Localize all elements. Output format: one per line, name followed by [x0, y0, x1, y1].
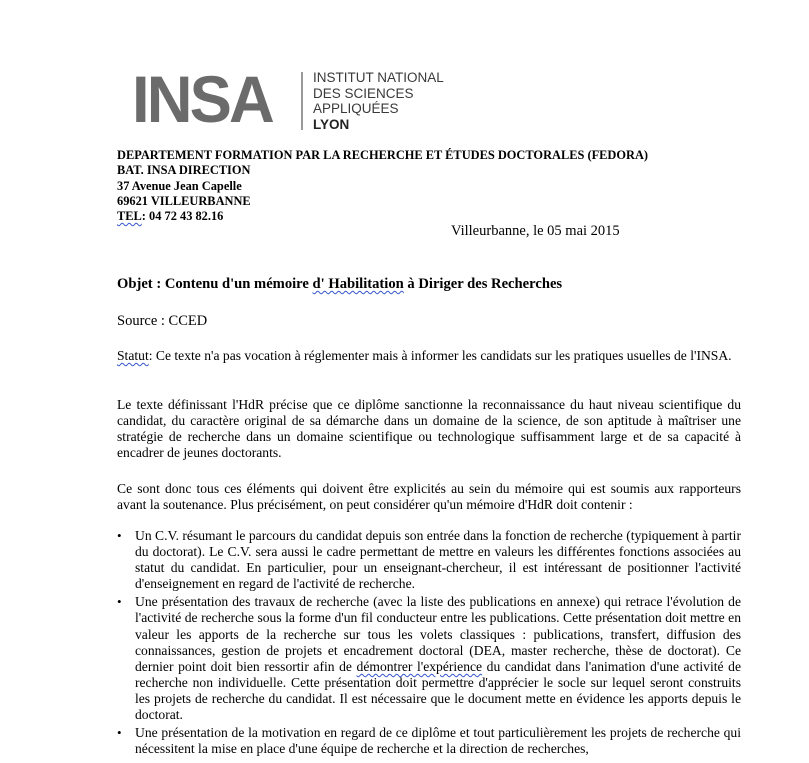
institute-line-4: LYON — [313, 116, 350, 132]
institute-name — [313, 70, 444, 132]
subject-start: Objet : Contenu d'un mémoire — [117, 276, 313, 292]
subject-line — [117, 276, 562, 293]
telephone-line — [117, 209, 737, 224]
tel-label: TEL — [117, 209, 142, 224]
status-text: : Ce texte n'a pas vocation à réglementer mais à informer les candidats sur les pratiques usuelles de l'INSA. — [148, 348, 732, 363]
tel-value: : 04 72 43 82.16 — [141, 209, 224, 224]
logo-separator — [301, 72, 303, 130]
sender-address — [117, 148, 737, 224]
source-line: Source : CCED — [117, 313, 208, 329]
status-label: Statut — [117, 348, 149, 363]
department-name: DEPARTEMENT FORMATION PAR LA RECHERCHE ET ÉTUDES DOCTORALES (FEDORA) — [117, 148, 649, 162]
contents-intro-paragraph: Ce sont donc tous ces éléments qui doivent être explicités au sein du mémoire qui est soumis aux rapporteurs avant la soutenance. Plus précisément, on peut considérer qu'un mémoire d'HdR doit contenir : — [117, 481, 741, 513]
list-item-text: Une présentation de la motivation en regard de ce diplôme et tout particulièrement les projets de recherche qui nécessitent la mise en place d'une équipe de recherche et la direction de recherches, — [135, 725, 741, 757]
institute-line-2: DES SCIENCES — [313, 85, 414, 101]
list-item-text: Un C.V. résumant le parcours du candidat depuis son entrée dans la fonction de recherche (typiquement à partir du doctorat). Le C.V. sera aussi le cadre permettant de mettre en valeurs les différentes fonctions associées au statut du candidat. En particulier, pour un enseignant-chercheur, il est intéressant de positionner l'activité d'enseignement en regard de l'activité de recherche. — [135, 528, 741, 592]
bullet-icon: • — [117, 594, 122, 610]
institute-line-1: INSTITUT NATIONAL — [313, 70, 444, 85]
list-item — [117, 725, 741, 757]
insa-logo — [132, 62, 444, 136]
subject-end: à Diriger des Recherches — [403, 276, 563, 292]
city-line: 69621 VILLEURBANNE — [117, 193, 251, 208]
list-item-text: Une présentation des travaux de recherche (avec la liste des publications en annexe) qui retrace l'évolution de l'activité de recherche sous la forme d'un fil conducteur entre les publications. Cette présentation doit mettre en valeur les apports de la recherche sur tous les volets classiques : publications, transfert, diffusion des connaissances, gestion de projets et encadrement doctoral (DEA, master recherche, thèse de doctorat). Ce dernier point doit bien ressortir afin de — [135, 594, 741, 674]
definition-paragraph: Le texte définissant l'HdR précise que ce diplôme sanctionne la reconnaissance du haut niveau scientifique du candidat, du caractère original de sa démarche dans un domaine de la science, de son aptitude à maîtriser une stratégie de recherche dans un domaine scientifique ou technologique suffisamment large et de sa capacité à encadrer de jeunes doctorants. — [117, 397, 741, 461]
letter-date: Villeurbanne, le 05 mai 2015 — [451, 223, 620, 239]
street-address: 37 Avenue Jean Capelle — [117, 178, 242, 193]
list-item — [117, 528, 741, 592]
list-item-text-end: du candidat dans l'animation d'une activité de recherche non individuelle. Cette présentation doit permettre d'apprécier le socle sur lequel seront construits les projets de recherche du candidat. Il est nécessaire que le document mette en évidence les apports depuis le doctorat. — [135, 658, 741, 723]
bullet-icon: • — [117, 528, 122, 543]
subject-marked: d' Habilitation — [312, 276, 404, 292]
institute-line-3: APPLIQUÉES — [313, 101, 399, 116]
status-paragraph — [117, 348, 741, 364]
building-name: BAT. INSA DIRECTION — [117, 163, 251, 178]
list-item-marked-text: démontrer l'expérience — [356, 658, 483, 674]
list-item — [117, 594, 741, 723]
insa-wordmark: INSA — [132, 62, 272, 136]
bullet-icon: • — [117, 725, 122, 741]
contents-list — [117, 528, 741, 759]
